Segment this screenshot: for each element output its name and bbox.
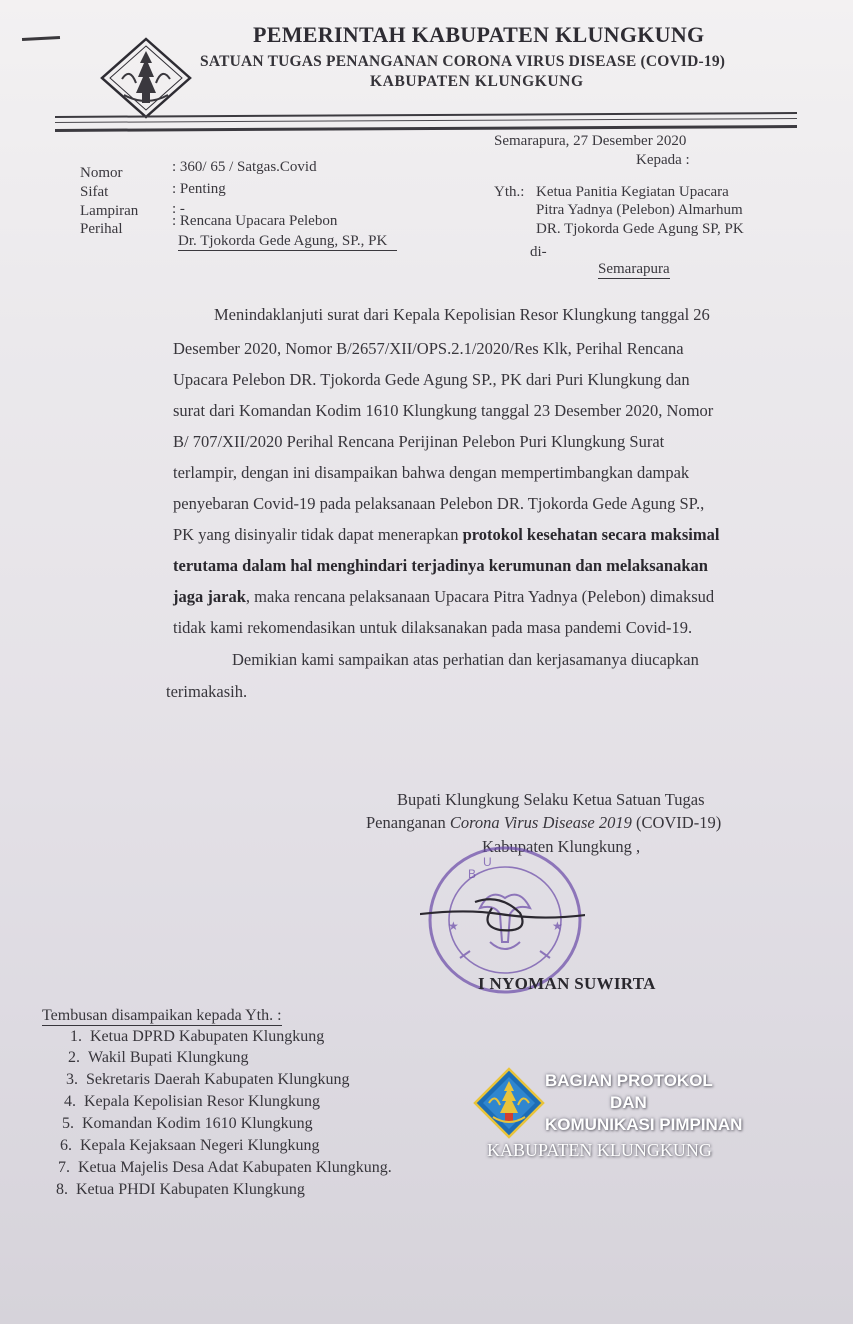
nomor-label: Nomor	[80, 165, 123, 181]
sifat-value: : Penting	[172, 181, 226, 197]
cc-list-item	[42, 1137, 319, 1155]
body-line: B/ 707/XII/2020 Perihal Rencana Perijinan Pelebon Puri Klungkung Surat	[173, 432, 665, 451]
cc-text: Ketua Majelis Desa Adat Kabupaten Klungkung.	[78, 1159, 392, 1176]
cc-list-item	[50, 1049, 248, 1067]
cc-list-item	[48, 1071, 349, 1089]
lampiran-value: : -	[172, 201, 185, 217]
kepada-label: Kepada :	[636, 152, 690, 168]
watermark-line: KABUPATEN KLUNGKUNG	[487, 1140, 712, 1160]
cc-text: Wakil Bupati Klungkung	[88, 1049, 249, 1066]
cc-text: Ketua DPRD Kabupaten Klungkung	[90, 1028, 325, 1045]
cc-number: 2.	[68, 1049, 80, 1066]
cc-list-item	[40, 1159, 392, 1177]
cc-text: Kepala Kepolisian Resor Klungkung	[84, 1093, 320, 1110]
body-line: surat dari Komandan Kodim 1610 Klungkung tanggal 23 Desember 2020, Nomor	[173, 401, 714, 420]
nomor-value: : 360/ 65 / Satgas.Covid	[172, 159, 317, 175]
watermark-line: DAN	[610, 1093, 647, 1112]
perihal-label: Perihal	[80, 221, 123, 237]
klungkung-logo-icon	[473, 1067, 545, 1139]
yth-label: Yth.:	[494, 184, 525, 200]
cc-number: 1.	[70, 1028, 82, 1045]
body-bold-text: protokol kesehatan secara maksimal	[462, 525, 720, 544]
svg-text:★: ★	[448, 919, 459, 933]
header-rule	[55, 125, 797, 132]
recipient-line: Ketua Panitia Kegiatan Upacara	[536, 184, 729, 200]
cc-number: 4.	[64, 1093, 76, 1110]
letterhead-subtitle: SATUAN TUGAS PENANGANAN CORONA VIRUS DISEASE (COVID-19)	[200, 53, 726, 70]
svg-text:★: ★	[552, 919, 563, 933]
cc-number: 6.	[60, 1137, 72, 1154]
signature-title: Bupati Klungkung Selaku Ketua Satuan Tugas	[397, 790, 705, 809]
letterhead-title: PEMERINTAH KABUPATEN KLUNGKUNG	[253, 22, 705, 47]
body-line: Upacara Pelebon DR. Tjokorda Gede Agung SP., PK dari Puri Klungkung dan	[173, 370, 690, 389]
body-line: Desember 2020, Nomor B/2657/XII/OPS.2.1/2020/Res Klk, Perihal Rencana	[173, 339, 684, 358]
body-line: terlampir, dengan ini disampaikan bahwa dengan mempertimbangkan dampak	[173, 463, 690, 482]
cc-list-item	[52, 1028, 324, 1046]
signature-title: Kabupaten Klungkung ,	[482, 837, 641, 856]
signature-text: (COVID-19)	[631, 813, 722, 832]
cc-number: 7.	[58, 1159, 70, 1176]
cc-list-item	[38, 1181, 305, 1199]
watermark-line: KOMUNIKASI PIMPINAN	[545, 1115, 743, 1134]
body-bold-line: terutama dalam hal menghindari terjadinya kerumunan dan melaksanakan	[173, 556, 708, 575]
recipient-di: di-	[530, 244, 547, 260]
signature-text: Penanganan	[366, 813, 450, 832]
perihal-value-2: Dr. Tjokorda Gede Agung, SP., PK	[178, 233, 397, 251]
recipient-line: DR. Tjokorda Gede Agung SP, PK	[536, 221, 744, 237]
cc-text: Kepala Kejaksaan Negeri Klungkung	[80, 1137, 320, 1154]
body-line: Demikian kami sampaikan atas perhatian dan kerjasamanya diucapkan	[232, 650, 699, 669]
body-line: terimakasih.	[166, 682, 248, 701]
letterhead-subtitle-2: KABUPATEN KLUNGKUNG	[370, 73, 584, 90]
body-line: Menindaklanjuti surat dari Kepala Kepolisian Resor Klungkung tanggal 26	[214, 305, 710, 324]
body-text: PK yang disinyalir tidak dapat menerapkan	[173, 525, 463, 544]
cc-title: Tembusan disampaikan kepada Yth. :	[42, 1007, 282, 1024]
cc-list-item	[44, 1115, 313, 1133]
place-date: Semarapura, 27 Desember 2020	[494, 133, 687, 149]
lampiran-label: Lampiran	[80, 203, 139, 219]
margin-mark	[22, 36, 60, 41]
recipient-line: Pitra Yadnya (Pelebon) Almarhum	[536, 202, 743, 218]
cc-text: Sekretaris Daerah Kabupaten Klungkung	[86, 1071, 350, 1088]
recipient-place: Semarapura	[598, 261, 670, 277]
body-line	[173, 525, 719, 545]
cc-number: 5.	[62, 1115, 74, 1132]
body-text: , maka rencana pelaksanaan Upacara Pitra Yadnya (Pelebon) dimaksud	[245, 587, 715, 606]
watermark-line: BAGIAN PROTOKOL	[545, 1071, 713, 1090]
body-line	[173, 587, 714, 607]
svg-text:B: B	[468, 867, 477, 881]
cc-number: 3.	[66, 1071, 78, 1088]
body-line: penyebaran Covid-19 pada pelaksanaan Pelebon DR. Tjokorda Gede Agung SP.,	[173, 494, 705, 513]
signer-name: I NYOMAN SUWIRTA	[478, 974, 656, 993]
signature-title	[366, 813, 721, 833]
cc-text: Ketua PHDI Kabupaten Klungkung	[76, 1181, 305, 1198]
perihal-value: : Rencana Upacara Pelebon	[172, 213, 338, 229]
cc-text: Komandan Kodim 1610 Klungkung	[82, 1115, 313, 1132]
svg-text:U: U	[483, 855, 492, 869]
cc-list-item	[46, 1093, 320, 1111]
body-bold-text: jaga jarak	[173, 587, 246, 606]
body-line: tidak kami rekomendasikan untuk dilaksanakan pada masa pandemi Covid-19.	[173, 618, 693, 637]
klungkung-crest-icon	[100, 37, 192, 119]
sifat-label: Sifat	[80, 184, 109, 200]
signature-italic-text: Corona Virus Disease 2019	[449, 813, 632, 832]
cc-number: 8.	[56, 1181, 68, 1198]
